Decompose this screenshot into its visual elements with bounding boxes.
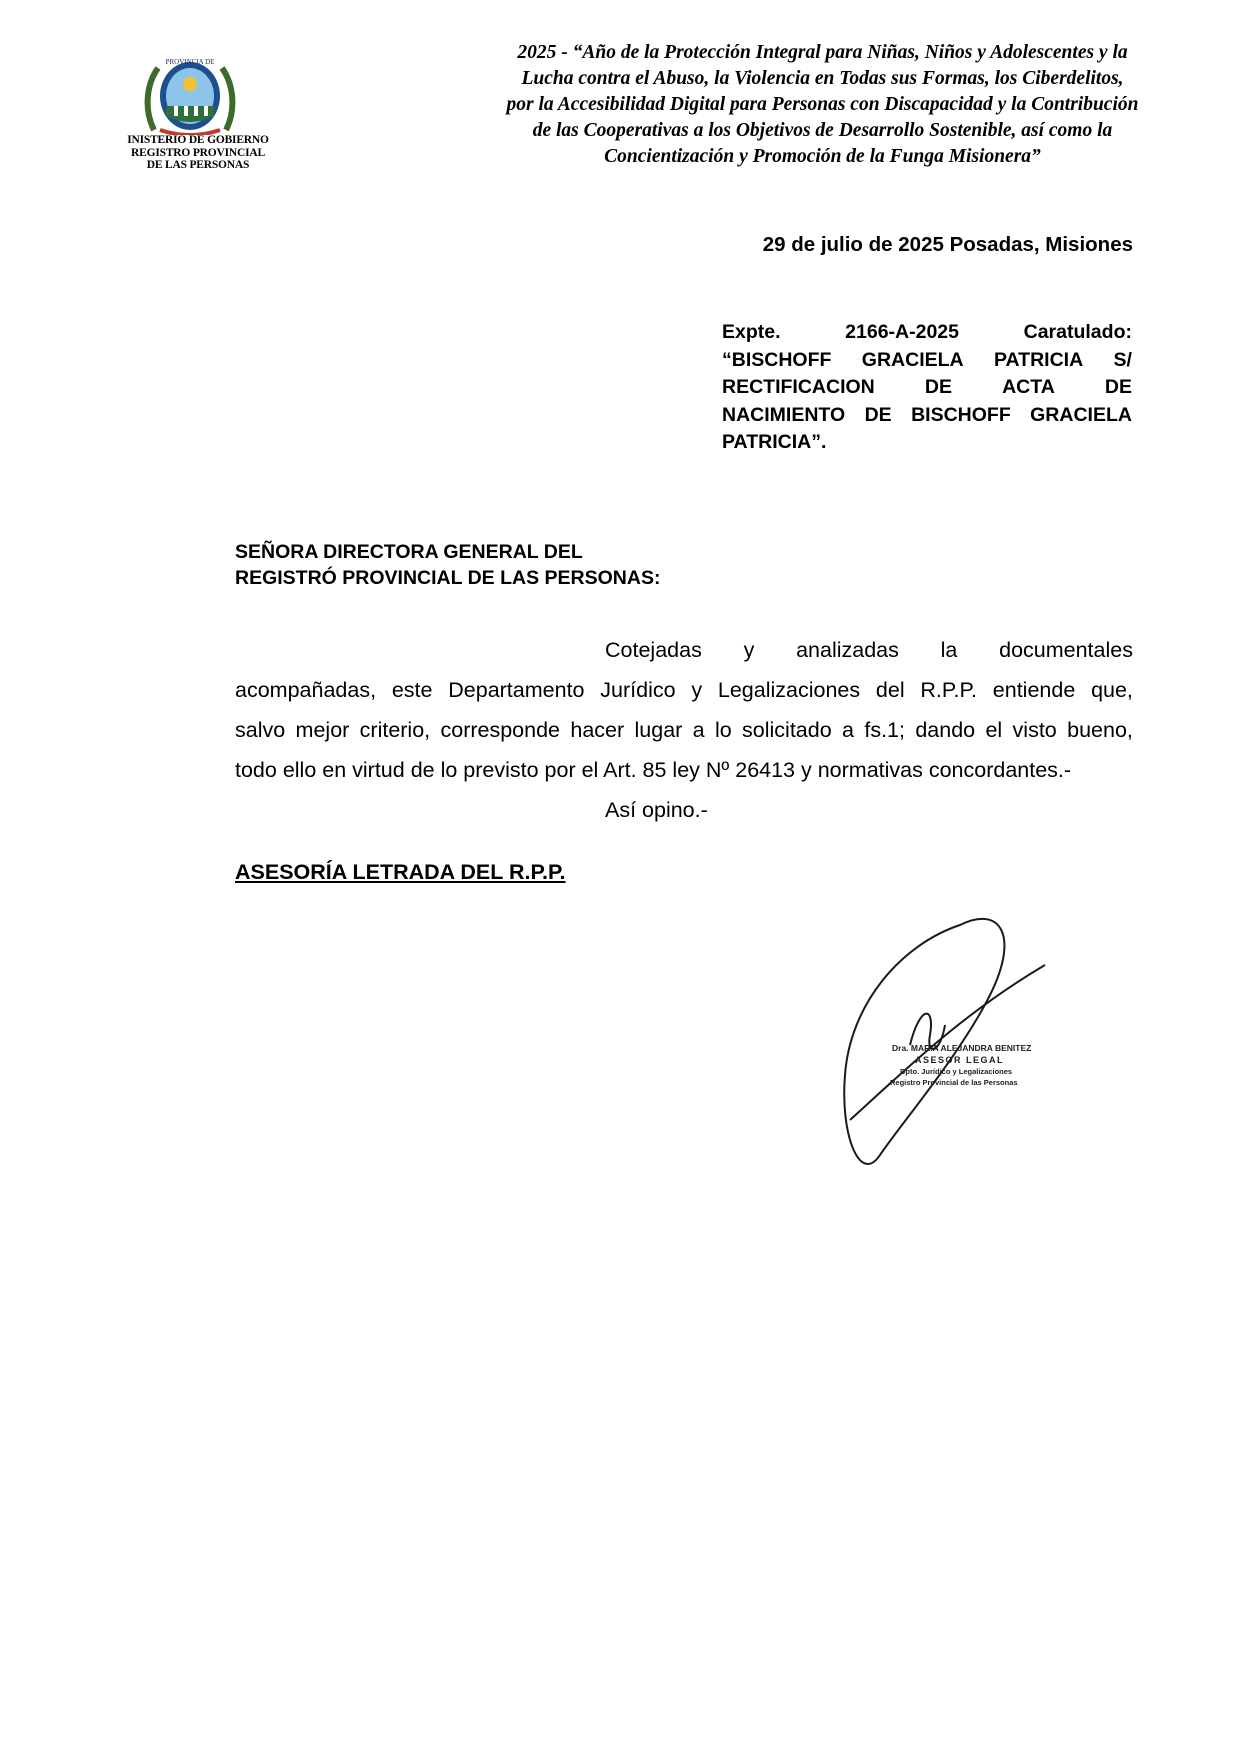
word: DE (924, 376, 952, 398)
word: corresponde (440, 718, 561, 742)
word: lugar (634, 718, 683, 742)
word: bueno, (1067, 718, 1133, 742)
motto-line: Lucha contra el Abuso, la Violencia en Todas sus Formas, los Ciberdelitos, (521, 68, 1124, 89)
word: y (691, 678, 703, 702)
motto-line: por la Accesibilidad Digital para Personas con Discapacidad y la Contribución (506, 94, 1139, 115)
motto-line: de las Cooperativas a los Objetivos de Desarrollo Sostenible, así como la (532, 120, 1113, 141)
word: Legalizaciones (717, 678, 861, 702)
addressee (235, 539, 660, 591)
word: PATRICIA (993, 348, 1084, 371)
word: solicitado (742, 718, 832, 742)
institution-name (108, 134, 288, 172)
word: GRACIELA (1030, 403, 1132, 426)
word: R.P.P. (920, 678, 977, 702)
addressee-line: SEÑORA DIRECTORA GENERAL DEL (235, 541, 583, 563)
word: Jurídico (600, 678, 676, 702)
word: GRACIELA (861, 348, 964, 371)
word: este (391, 678, 433, 702)
case-line (722, 402, 1132, 430)
word: DE (864, 403, 892, 426)
word: criterio, (359, 718, 431, 742)
word: acompañadas, (235, 678, 377, 702)
word: 2166-A-2025 (845, 321, 959, 343)
body-line (235, 670, 1133, 710)
word: entiende (992, 678, 1076, 702)
year-motto (455, 40, 1190, 170)
word: el (985, 718, 1003, 742)
institution-line: REGISTRO PROVINCIAL (131, 146, 265, 159)
closing-line: Así opino.- (605, 798, 708, 822)
word: y (743, 638, 755, 662)
case-line (722, 347, 1132, 375)
logo-text: PROVINCIA DE (165, 58, 215, 66)
word: documentales (999, 638, 1133, 662)
word: a (842, 718, 854, 742)
motto-line: 2025 - “Año de la Protección Integral para Niñas, Niños y Adolescentes y la (517, 42, 1128, 63)
word: del (875, 678, 905, 702)
word: DE (1104, 376, 1132, 398)
coat-of-arms-logo (140, 50, 240, 135)
opinion-body (235, 630, 1133, 830)
body-line (235, 710, 1133, 750)
word: NACIMIENTO (722, 403, 846, 426)
case-reference (722, 319, 1132, 457)
word: dando (915, 718, 976, 742)
addressee-line: REGISTRÓ PROVINCIAL DE LAS PERSONAS: (235, 567, 661, 589)
word: mejor (295, 718, 350, 742)
word: analizadas (796, 638, 899, 662)
word: que, (1091, 678, 1133, 702)
word: RECTIFICACION (722, 376, 875, 398)
stamp-dept: Dpto. Jurídico y Legalizaciones (900, 1067, 1013, 1076)
word: Expte. (722, 321, 781, 343)
case-line (722, 374, 1132, 402)
word: BISCHOFF (911, 403, 1011, 426)
word: lo (714, 718, 732, 742)
case-line (722, 319, 1132, 347)
word: a (692, 718, 705, 742)
word: Departamento (448, 678, 585, 702)
word: visto (1012, 718, 1057, 742)
body-line (235, 630, 1133, 670)
word: salvo (235, 718, 286, 742)
signature-stamp (840, 905, 1070, 1195)
date-place: 29 de julio de 2025 Posadas, Misiones (762, 233, 1133, 256)
stamp-title: ASESOR LEGAL (915, 1055, 1005, 1065)
word: la (940, 638, 958, 662)
institution-line: DE LAS PERSONAS (146, 159, 250, 171)
word: hacer (570, 718, 625, 742)
stamp-org: Registro Provincial de las Personas (890, 1078, 1018, 1087)
word: Cotejadas (605, 638, 702, 662)
word: Caratulado: (1023, 321, 1132, 343)
stamp-name: Dra. MARIA ALEJANDRA BENITEZ (892, 1043, 1032, 1053)
word: ACTA (1002, 376, 1055, 398)
word: fs.1; (864, 718, 905, 742)
case-line: PATRICIA”. (722, 431, 827, 453)
body-line: todo ello en virtud de lo previsto por el Art. 85 ley Nº 26413 y normativas concordantes.- (235, 758, 1072, 782)
word: S/ (1113, 348, 1132, 371)
office-title: ASESORÍA LETRADA DEL R.P.P. (235, 860, 566, 884)
word: “BISCHOFF (722, 348, 832, 371)
motto-line: Concientización y Promoción de la Funga Misionera” (604, 146, 1041, 167)
institution-line: INISTERIO DE GOBIERNO (127, 134, 269, 146)
